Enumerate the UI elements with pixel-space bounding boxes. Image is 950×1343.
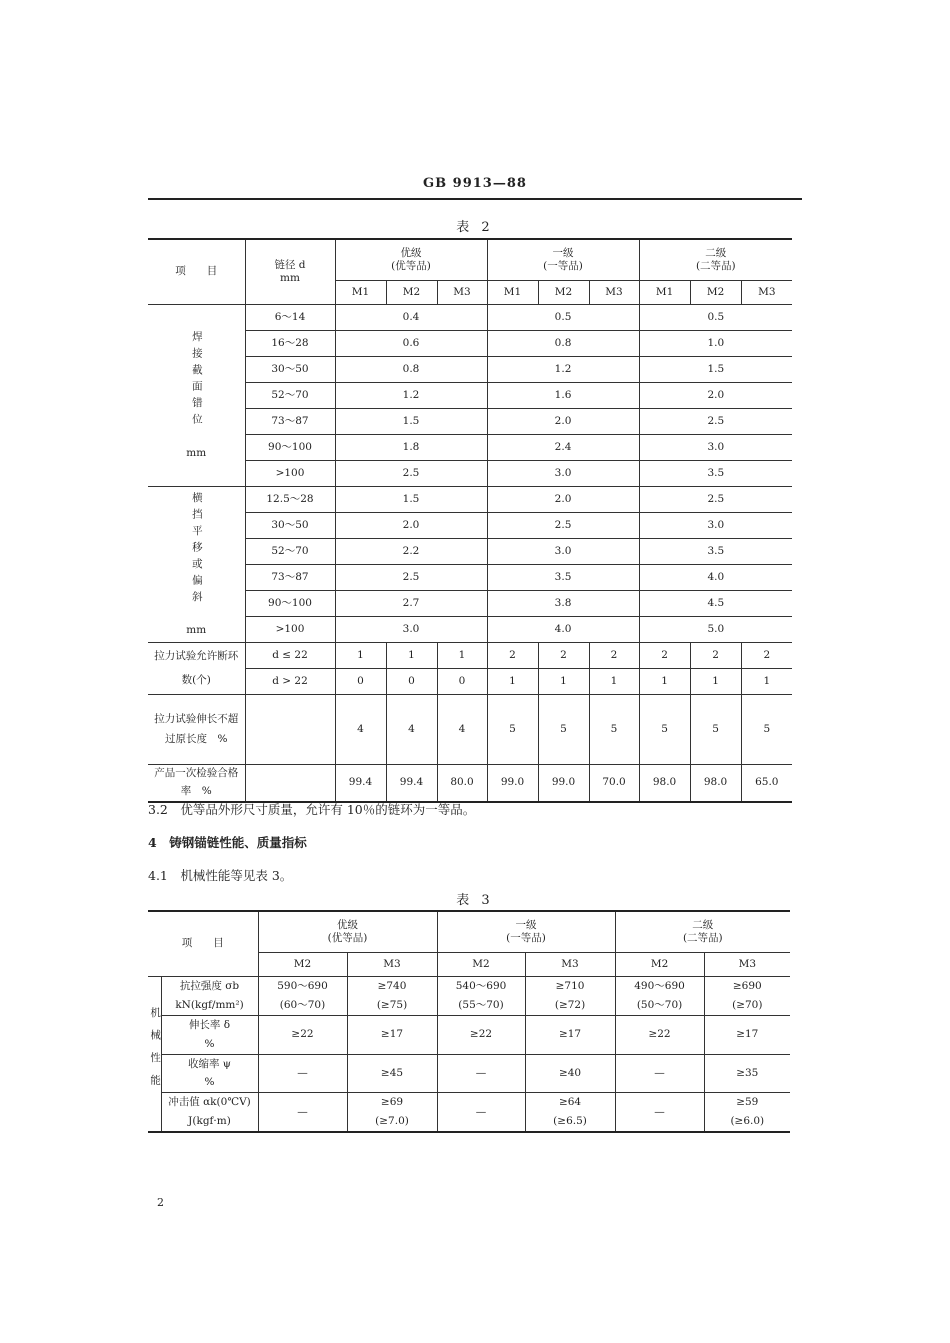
value-cell (704, 1093, 790, 1132)
value-cell: 2 (741, 643, 792, 669)
value-cell (615, 1093, 704, 1132)
group-label (148, 487, 245, 643)
property-label (161, 1093, 258, 1132)
table-row (148, 357, 792, 383)
value-cell (258, 1015, 347, 1054)
value-cell (347, 1093, 437, 1132)
paragraph-4-1: 4.1 机械性能等见表 3。 (148, 868, 293, 883)
value-cell: 99.4 (335, 765, 386, 802)
header-grade (487, 239, 639, 281)
header-row (148, 239, 792, 281)
header-subcol: M3 (525, 953, 615, 977)
value-cell: 1 (741, 669, 792, 695)
table-3 (148, 910, 790, 1133)
break-label: 拉力试验允许断环数(个) (148, 643, 245, 695)
grade-sub: (一等品) (506, 932, 546, 944)
value-sub: (≥75) (376, 998, 408, 1011)
value-sub: (≥72) (554, 998, 586, 1011)
value-cell: 5 (690, 695, 741, 765)
value-cell: 0.5 (487, 305, 639, 331)
value-cell: 98.0 (690, 765, 741, 802)
value-cell (615, 1015, 704, 1054)
header-subcol: M3 (437, 281, 487, 305)
grade-name: 优级 (337, 918, 358, 931)
value-sub: (60～70) (279, 998, 326, 1011)
value-main: ≥40 (558, 1067, 582, 1079)
value-main: ≥17 (736, 1028, 759, 1041)
property-name: 抗拉强度 σb (179, 980, 240, 992)
page-number: 2 (157, 1196, 164, 1209)
value-cell: 1.2 (335, 383, 487, 409)
property-unit: % (204, 1076, 215, 1089)
group-unit: mm (186, 624, 207, 637)
property-name: 收缩率 ψ (187, 1057, 232, 1070)
value-cell: 2 (487, 643, 538, 669)
value-cell: 5 (741, 695, 792, 765)
header-rule (148, 198, 802, 200)
value-cell: 0.6 (335, 331, 487, 357)
value-main: — (475, 1067, 487, 1079)
value-main: ≥17 (380, 1028, 404, 1041)
group-label-text: 横挡平移或偏斜 (190, 491, 203, 608)
value-cell: 0.8 (335, 357, 487, 383)
value-cell: 1 (690, 669, 741, 695)
value-cell: 2.5 (639, 409, 792, 435)
d-unit: mm (280, 272, 300, 284)
chain-diameter: 16～28 (245, 331, 335, 357)
header-subcol: M2 (615, 953, 704, 977)
grade-name: 优级 (400, 246, 422, 259)
table-row (148, 487, 792, 513)
grade-name: 一级 (552, 246, 574, 259)
value-cell (258, 1054, 347, 1093)
grade-sub: (一等品) (543, 260, 583, 272)
value-cell: 1.5 (335, 487, 487, 513)
value-main: ≥59 (736, 1096, 759, 1109)
header-item: 项 目 (148, 239, 245, 305)
value-cell: 3.5 (639, 539, 792, 565)
value-cell: 2 (538, 643, 589, 669)
value-cell (615, 1054, 704, 1093)
chain-diameter: 6～14 (245, 305, 335, 331)
group-label (148, 977, 161, 1133)
value-main: ≥45 (380, 1067, 404, 1079)
table-row (148, 305, 792, 331)
value-cell: 1.0 (639, 331, 792, 357)
value-cell: 98.0 (639, 765, 690, 802)
table-row (148, 461, 792, 487)
value-main: — (297, 1105, 308, 1118)
value-cell: 0.4 (335, 305, 487, 331)
value-cell (347, 977, 437, 1016)
value-cell (437, 1093, 525, 1132)
header-grade (258, 911, 437, 953)
chain-diameter: 30～50 (245, 357, 335, 383)
value-main: ≥690 (732, 980, 762, 992)
value-cell: 70.0 (589, 765, 639, 802)
grade-sub: (优等品) (391, 260, 431, 272)
value-cell: 1 (538, 669, 589, 695)
table-row (148, 1093, 790, 1132)
value-cell: 4 (386, 695, 437, 765)
table-row (148, 331, 792, 357)
grade-sub: (优等品) (327, 932, 368, 944)
value-cell: 4.0 (639, 565, 792, 591)
chain-diameter: >100 (245, 461, 335, 487)
group-label (148, 305, 245, 487)
value-cell: 4 (437, 695, 487, 765)
value-cell (704, 1015, 790, 1054)
header-subcol: M3 (704, 953, 790, 977)
pass-label: 产品一次检验合格率 % (148, 765, 245, 802)
value-cell: 1 (335, 643, 386, 669)
header-subcol: M3 (741, 281, 792, 305)
value-cell: 2 (690, 643, 741, 669)
value-cell (615, 977, 704, 1016)
value-cell: 1.5 (639, 357, 792, 383)
table-row (148, 383, 792, 409)
value-cell: 0.8 (487, 331, 639, 357)
table-row (148, 539, 792, 565)
value-cell: 0 (437, 669, 487, 695)
value-cell: 2 (589, 643, 639, 669)
value-main: ≥22 (469, 1028, 493, 1041)
header-subcol: M3 (347, 953, 437, 977)
property-label (161, 977, 258, 1016)
table-row (148, 591, 792, 617)
value-cell: 4 (335, 695, 386, 765)
value-cell (437, 1054, 525, 1093)
value-cell: 2.0 (487, 487, 639, 513)
grade-sub: (二等品) (695, 260, 736, 272)
table-2 (148, 238, 792, 803)
chain-diameter: 90～100 (245, 591, 335, 617)
value-cell: 2.2 (335, 539, 487, 565)
value-cell (525, 977, 615, 1016)
value-cell: 1 (437, 643, 487, 669)
chain-diameter: d ≤ 22 (245, 643, 335, 669)
value-main: — (654, 1105, 665, 1118)
header-grade (639, 239, 792, 281)
value-cell: 2.0 (335, 513, 487, 539)
value-cell: 2.5 (639, 487, 792, 513)
value-cell: 1 (386, 643, 437, 669)
value-cell: 99.4 (386, 765, 437, 802)
value-sub: (55～70) (458, 998, 504, 1011)
property-unit: J(kgf·m) (188, 1115, 231, 1128)
group-label-text: 焊接截面错位 (190, 330, 203, 430)
table-row (148, 565, 792, 591)
value-cell: 2.5 (335, 461, 487, 487)
header-subcol: M2 (386, 281, 437, 305)
chain-diameter: d > 22 (245, 669, 335, 695)
value-main: 540～690 (455, 980, 507, 992)
value-cell: 5 (639, 695, 690, 765)
value-cell (704, 977, 790, 1016)
empty-cell (245, 695, 335, 765)
grade-sub: (二等品) (682, 932, 723, 944)
value-cell: 2.5 (487, 513, 639, 539)
grade-name: 一级 (515, 918, 537, 931)
value-cell: 0.5 (639, 305, 792, 331)
chain-diameter: 73～87 (245, 565, 335, 591)
property-unit: kN(kgf/mm²) (175, 998, 244, 1011)
table2-caption: 表 2 (456, 220, 494, 235)
header-grade (437, 911, 615, 953)
table-row (148, 977, 790, 1016)
value-cell: 2.0 (487, 409, 639, 435)
value-cell: 2.0 (639, 383, 792, 409)
value-sub: (≥7.0) (375, 1115, 409, 1128)
value-main: ≥64 (558, 1096, 582, 1109)
value-cell: 2.5 (335, 565, 487, 591)
value-cell: 4.0 (487, 617, 639, 643)
value-cell: 5.0 (639, 617, 792, 643)
value-main: ≥710 (555, 980, 585, 992)
standard-header: GB 9913—88 (423, 176, 527, 191)
value-main: — (297, 1067, 308, 1079)
value-cell: 4.5 (639, 591, 792, 617)
property-label (161, 1054, 258, 1093)
table-row (148, 1054, 790, 1093)
elong-label: 拉力试验伸长不超过原长度 % (148, 695, 245, 765)
header-grade (335, 239, 487, 281)
value-cell: 5 (538, 695, 589, 765)
value-cell: 2.7 (335, 591, 487, 617)
value-cell: 3.8 (487, 591, 639, 617)
value-cell (437, 977, 525, 1016)
value-cell: 3.0 (487, 539, 639, 565)
value-cell (525, 1015, 615, 1054)
chain-diameter: 12.5～28 (245, 487, 335, 513)
value-cell: 5 (589, 695, 639, 765)
table-row (148, 513, 792, 539)
value-cell: 1 (589, 669, 639, 695)
property-label (161, 1015, 258, 1054)
table-row (148, 409, 792, 435)
table-row (148, 1015, 790, 1054)
value-cell: 1.6 (487, 383, 639, 409)
grade-name: 二级 (692, 918, 714, 931)
value-cell (437, 1015, 525, 1054)
header-subcol: M1 (639, 281, 690, 305)
value-sub: (≥70) (732, 998, 763, 1011)
section-4-heading: 4 铸钢锚链性能、质量指标 (148, 835, 307, 850)
table-row (148, 643, 792, 669)
chain-diameter: 73～87 (245, 409, 335, 435)
table-row (148, 669, 792, 695)
value-main: ≥740 (377, 980, 407, 992)
grade-name: 二级 (705, 246, 727, 259)
value-sub: (≥6.5) (553, 1115, 587, 1128)
value-cell (525, 1054, 615, 1093)
paragraph-3-2: 3.2 优等品外形尺寸质量，允许有 10％的链环为一等品。 (148, 802, 476, 817)
value-cell: 3.0 (639, 513, 792, 539)
header-subcol: M2 (258, 953, 347, 977)
header-subcol: M2 (538, 281, 589, 305)
value-main: 490～690 (634, 980, 685, 992)
chain-diameter: 90～100 (245, 435, 335, 461)
value-main: ≥22 (648, 1028, 671, 1041)
value-cell (258, 977, 347, 1016)
value-main: — (654, 1067, 665, 1079)
table-row (148, 435, 792, 461)
value-cell: 3.0 (487, 461, 639, 487)
value-cell: 3.0 (335, 617, 487, 643)
header-grade (615, 911, 790, 953)
value-cell: 2 (639, 643, 690, 669)
property-unit: % (204, 1037, 215, 1050)
header-item: 项 目 (148, 911, 258, 977)
value-cell: 3.5 (639, 461, 792, 487)
chain-diameter: 52～70 (245, 539, 335, 565)
value-main: ≥22 (291, 1028, 314, 1041)
value-main: 590～690 (277, 980, 328, 992)
value-sub: (≥6.0) (730, 1115, 765, 1128)
property-name: 冲击值 αk(0℃V) (168, 1096, 251, 1109)
header-chain-diameter (245, 239, 335, 305)
property-name: 伸长率 δ (188, 1018, 231, 1031)
value-cell (525, 1093, 615, 1132)
value-cell (347, 1015, 437, 1054)
value-cell: 3.5 (487, 565, 639, 591)
chain-diameter: 52～70 (245, 383, 335, 409)
empty-cell (245, 765, 335, 802)
value-cell: 65.0 (741, 765, 792, 802)
d-label: 链径 d (274, 258, 306, 271)
value-cell: 99.0 (487, 765, 538, 802)
value-cell (347, 1054, 437, 1093)
group-unit: mm (186, 447, 207, 460)
value-cell: 80.0 (437, 765, 487, 802)
header-subcol: M1 (487, 281, 538, 305)
value-cell: 5 (487, 695, 538, 765)
value-main: ≥17 (558, 1028, 582, 1041)
value-cell (258, 1093, 347, 1132)
value-cell: 0 (335, 669, 386, 695)
value-main: ≥35 (736, 1067, 759, 1079)
value-cell: 1 (639, 669, 690, 695)
value-cell: 1.8 (335, 435, 487, 461)
value-cell: 0 (386, 669, 437, 695)
header-subcol: M2 (437, 953, 525, 977)
value-cell: 1.5 (335, 409, 487, 435)
table-row (148, 617, 792, 643)
value-cell: 3.0 (639, 435, 792, 461)
value-sub: (50～70) (636, 998, 683, 1011)
value-cell: 99.0 (538, 765, 589, 802)
value-cell: 1 (487, 669, 538, 695)
header-subcol: M1 (335, 281, 386, 305)
value-cell: 2.4 (487, 435, 639, 461)
value-main: ≥69 (380, 1096, 404, 1109)
header-subcol: M3 (589, 281, 639, 305)
header-subcol: M2 (690, 281, 741, 305)
group-label-text: 机械性能 (149, 1007, 162, 1097)
chain-diameter: >100 (245, 617, 335, 643)
value-cell (704, 1054, 790, 1093)
value-cell: 1.2 (487, 357, 639, 383)
value-main: — (475, 1105, 487, 1118)
chain-diameter: 30～50 (245, 513, 335, 539)
table3-caption: 表 3 (456, 893, 494, 908)
